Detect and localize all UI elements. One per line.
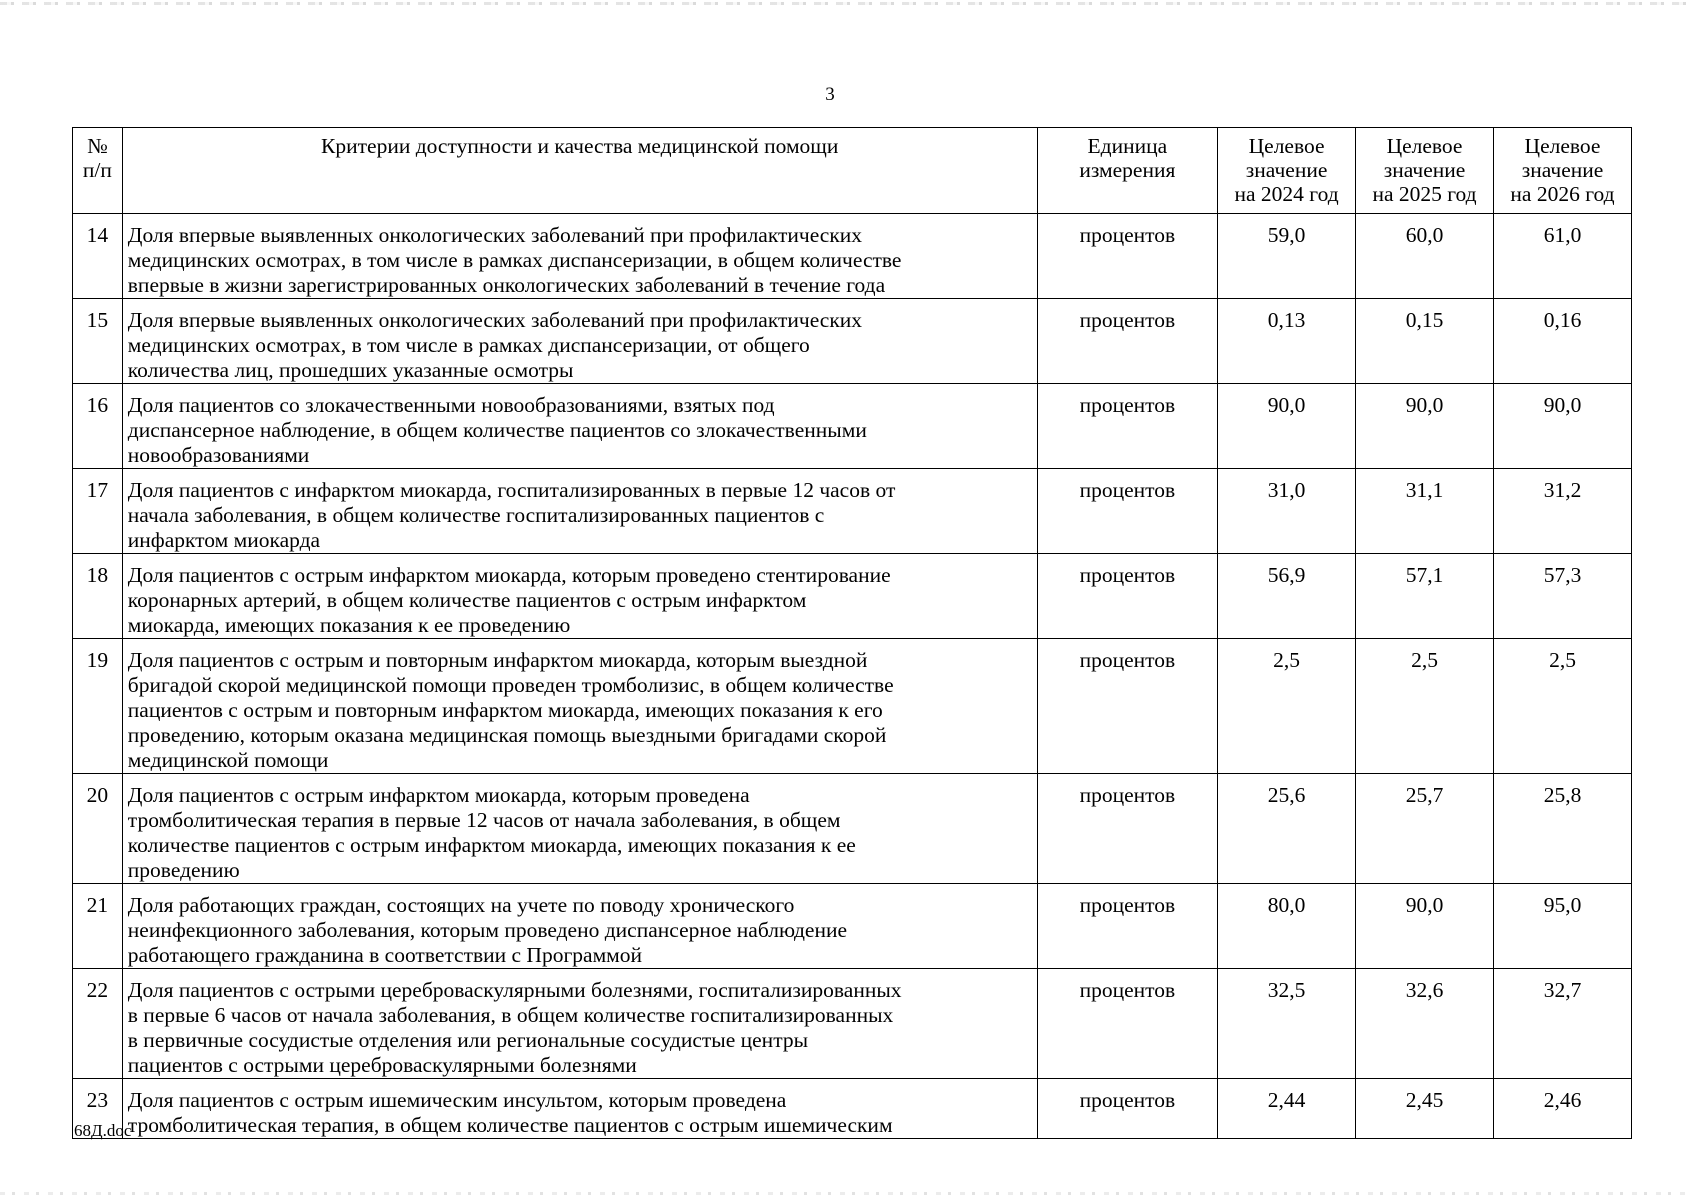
row-criteria [122, 639, 1037, 774]
row-target-2024 [1218, 884, 1356, 969]
row-criteria [122, 384, 1037, 469]
row-criteria-text [128, 217, 1032, 298]
header-num-line: п/п [82, 158, 112, 182]
table-row [73, 639, 1632, 774]
row-target-2026 [1494, 639, 1632, 774]
header-line: Целевое [1524, 134, 1601, 158]
row-target-2025 [1356, 469, 1494, 554]
header-line: на 2024 год [1234, 182, 1339, 206]
row-target-2024 [1218, 469, 1356, 554]
row-target-2026 [1494, 299, 1632, 384]
row-target-2025 [1356, 554, 1494, 639]
row-criteria-text [128, 642, 1032, 773]
row-target-2024-text: 2,5 [1273, 648, 1301, 672]
row-target-2026 [1494, 1079, 1632, 1139]
table-body [73, 214, 1632, 1139]
row-unit [1037, 884, 1217, 969]
row-target-2025 [1356, 214, 1494, 299]
row-target-2024-text: 59,0 [1267, 223, 1306, 247]
row-target-2024-text: 56,9 [1267, 563, 1306, 587]
row-target-2025 [1356, 774, 1494, 884]
row-criteria-text [128, 1082, 1032, 1138]
row-target-2025 [1356, 884, 1494, 969]
criteria-line: количества лиц, прошедших указанные осмотры [127, 358, 574, 382]
table-row [73, 969, 1632, 1079]
table-row [73, 214, 1632, 299]
row-criteria [122, 214, 1037, 299]
row-criteria [122, 469, 1037, 554]
row-target-2025-text: 90,0 [1405, 393, 1444, 417]
row-target-2025-text: 2,5 [1411, 648, 1438, 672]
table-row [73, 469, 1632, 554]
row-target-2026 [1494, 384, 1632, 469]
criteria-line: в первичные сосудистые отделения или региональные сосудистые центры [127, 1028, 809, 1052]
criteria-line: Доля пациентов с острым и повторным инфарктом миокарда, которым выездной [127, 648, 868, 672]
row-unit [1037, 774, 1217, 884]
row-criteria-text [128, 777, 1032, 883]
criteria-line: неинфекционного заболевания, которым проведено диспансерное наблюдение [127, 918, 847, 942]
row-target-2026 [1494, 214, 1632, 299]
criteria-line: пациентов с острыми цереброваскулярными болезнями [127, 1053, 637, 1077]
row-target-2026-text: 2,46 [1543, 1088, 1582, 1112]
row-target-2026-text: 0,16 [1543, 308, 1582, 332]
row-target-2026-text: 90,0 [1543, 393, 1582, 417]
scan-edge-top [0, 2, 1686, 5]
row-number [73, 639, 123, 774]
row-target-2025-text: 57,1 [1405, 563, 1444, 587]
table-row [73, 774, 1632, 884]
row-target-2026 [1494, 554, 1632, 639]
criteria-line: в первые 6 часов от начала заболевания, в общем количестве госпитализированных [127, 1003, 894, 1027]
row-target-2024 [1218, 774, 1356, 884]
row-number-text: 17 [86, 478, 109, 502]
row-target-2025 [1356, 384, 1494, 469]
row-unit-text: процентов [1079, 978, 1176, 1002]
row-target-2025-text: 90,0 [1405, 893, 1444, 917]
row-target-2024-text: 2,44 [1267, 1088, 1306, 1112]
criteria-line: работающего гражданина в соответствии с Программой [127, 943, 643, 967]
row-number-text: 23 [86, 1088, 109, 1112]
row-unit [1037, 969, 1217, 1079]
header-criteria: Критерии доступности и качества медицинской помощи [122, 128, 1037, 214]
criteria-line: Доля впервые выявленных онкологических заболеваний при профилактических [127, 223, 863, 247]
criteria-table [72, 127, 1632, 1139]
row-target-2026-text: 2,5 [1549, 648, 1576, 672]
criteria-line: количестве пациентов с острым инфарктом миокарда, имеющих показания к ее [127, 833, 856, 857]
row-number [73, 884, 123, 969]
row-criteria [122, 774, 1037, 884]
row-number-text: 20 [86, 783, 109, 807]
row-number [73, 774, 123, 884]
footer-filename: 68Д.doc [74, 1121, 132, 1140]
row-unit-text: процентов [1079, 648, 1176, 672]
row-number-text: 14 [86, 223, 109, 247]
header-line: Целевое [1248, 134, 1325, 158]
row-criteria [122, 554, 1037, 639]
criteria-line: проведению, которым оказана медицинская помощь выездными бригадами скорой [127, 723, 887, 747]
criteria-line: проведению [127, 858, 240, 882]
row-target-2025 [1356, 969, 1494, 1079]
row-target-2024 [1218, 554, 1356, 639]
row-target-2026-text: 57,3 [1543, 563, 1582, 587]
criteria-line: Доля пациентов с острым инфарктом миокарда, которым проведено стентирование [127, 563, 891, 587]
row-number [73, 299, 123, 384]
row-criteria-text [128, 557, 1032, 638]
row-target-2025-text: 0,15 [1405, 308, 1444, 332]
header-line: на 2025 год [1372, 182, 1477, 206]
table-row [73, 299, 1632, 384]
criteria-line: Доля пациентов с острыми цереброваскулярными болезнями, госпитализированных [127, 978, 902, 1002]
row-number [73, 214, 123, 299]
row-unit [1037, 469, 1217, 554]
row-unit-text: процентов [1079, 563, 1176, 587]
row-unit-text: процентов [1079, 893, 1176, 917]
criteria-line: новообразованиями [127, 443, 310, 467]
criteria-line: пациентов с острым и повторным инфарктом миокарда, имеющих показания к его [127, 698, 883, 722]
row-target-2025-text: 25,7 [1405, 783, 1444, 807]
criteria-line: тромболитическая терапия, в общем количестве пациентов с острым ишемическим [127, 1113, 893, 1137]
row-target-2026 [1494, 884, 1632, 969]
row-number-text: 15 [86, 308, 109, 332]
row-target-2024 [1218, 1079, 1356, 1139]
row-number-text: 18 [86, 563, 109, 587]
page-number: 3 [825, 84, 835, 105]
row-criteria [122, 299, 1037, 384]
criteria-line: миокарда, имеющих показания к ее проведению [127, 613, 571, 637]
criteria-line: Доля пациентов с острым ишемическим инсультом, которым проведена [127, 1088, 787, 1112]
row-target-2026-text: 25,8 [1543, 783, 1582, 807]
header-line: значение [1383, 158, 1466, 182]
row-criteria-text [128, 972, 1032, 1078]
row-target-2024 [1218, 214, 1356, 299]
header-unit [1037, 128, 1217, 214]
header-row [73, 128, 1632, 214]
row-unit-text: процентов [1079, 223, 1176, 247]
header-line: Целевое [1386, 134, 1463, 158]
row-criteria-text [128, 302, 1032, 383]
header-unit-line: Единица [1087, 134, 1168, 158]
row-target-2026-text: 31,2 [1543, 478, 1582, 502]
row-unit [1037, 214, 1217, 299]
table-row [73, 1079, 1632, 1139]
criteria-line: начала заболевания, в общем количестве госпитализированных пациентов с [127, 503, 825, 527]
row-target-2026 [1494, 969, 1632, 1079]
row-target-2024-text: 90,0 [1267, 393, 1306, 417]
row-number-text: 22 [86, 978, 109, 1002]
row-target-2026-text: 61,0 [1543, 223, 1582, 247]
header-target-2026 [1494, 128, 1632, 214]
row-criteria-text [128, 387, 1032, 468]
row-unit-text: процентов [1079, 783, 1176, 807]
criteria-line: инфарктом миокарда [127, 528, 321, 552]
criteria-line: тромболитическая терапия в первые 12 часов от начала заболевания, в общем [127, 808, 841, 832]
header-line: значение [1245, 158, 1328, 182]
row-number-text: 19 [86, 648, 109, 672]
row-number-text: 16 [86, 393, 109, 417]
row-target-2025-text: 31,1 [1405, 478, 1444, 502]
row-target-2024-text: 0,13 [1267, 308, 1306, 332]
row-target-2024 [1218, 384, 1356, 469]
row-target-2025 [1356, 299, 1494, 384]
criteria-line: Доля работающих граждан, состоящих на учете по поводу хронического [127, 893, 795, 917]
criteria-line: диспансерное наблюдение, в общем количестве пациентов со злокачественными [127, 418, 867, 442]
row-number-text: 21 [86, 893, 109, 917]
row-criteria [122, 884, 1037, 969]
row-unit [1037, 1079, 1217, 1139]
row-target-2025 [1356, 639, 1494, 774]
row-unit-text: процентов [1079, 478, 1176, 502]
row-criteria-text [128, 472, 1032, 553]
row-number [73, 384, 123, 469]
table-row [73, 884, 1632, 969]
criteria-line: Доля пациентов со злокачественными новообразованиями, взятых под [127, 393, 775, 417]
header-num [73, 128, 123, 214]
table-row [73, 554, 1632, 639]
row-unit [1037, 554, 1217, 639]
criteria-line: Доля пациентов с острым инфарктом миокарда, которым проведена [127, 783, 750, 807]
header-line: на 2026 год [1510, 182, 1615, 206]
row-unit-text: процентов [1079, 1088, 1176, 1112]
row-target-2026 [1494, 774, 1632, 884]
header-line: значение [1521, 158, 1604, 182]
row-target-2025-text: 2,45 [1405, 1088, 1444, 1112]
row-number [73, 554, 123, 639]
header-num-line: № [87, 134, 108, 158]
header-target-2024 [1218, 128, 1356, 214]
row-target-2024 [1218, 299, 1356, 384]
row-number [73, 969, 123, 1079]
row-target-2025-text: 60,0 [1405, 223, 1444, 247]
row-unit [1037, 384, 1217, 469]
criteria-line: медицинских осмотрах, в том числе в рамках диспансеризации, от общего [127, 333, 810, 357]
row-target-2026-text: 95,0 [1543, 893, 1582, 917]
row-target-2025 [1356, 1079, 1494, 1139]
row-target-2024 [1218, 639, 1356, 774]
criteria-line: впервые в жизни зарегистрированных онкологических заболеваний в течение года [127, 273, 886, 297]
header-target-2025 [1356, 128, 1494, 214]
row-target-2024-text: 32,5 [1267, 978, 1306, 1002]
criteria-line: бригадой скорой медицинской помощи проведен тромболизис, в общем количестве [127, 673, 894, 697]
row-target-2026-text: 32,7 [1543, 978, 1582, 1002]
row-target-2024-text: 31,0 [1267, 478, 1306, 502]
row-criteria [122, 1079, 1037, 1139]
scan-edge-bottom [0, 1192, 1686, 1195]
criteria-line: коронарных артерий, в общем количестве пациентов с острым инфарктом [127, 588, 807, 612]
row-criteria [122, 969, 1037, 1079]
row-unit [1037, 639, 1217, 774]
row-number [73, 469, 123, 554]
criteria-line: медицинских осмотрах, в том числе в рамках диспансеризации, в общем количестве [127, 248, 902, 272]
row-target-2024-text: 25,6 [1267, 783, 1306, 807]
criteria-line: Доля впервые выявленных онкологических заболеваний при профилактических [127, 308, 863, 332]
criteria-line: медицинской помощи [127, 748, 329, 772]
row-criteria-text [128, 887, 1032, 968]
row-target-2026 [1494, 469, 1632, 554]
row-target-2024 [1218, 969, 1356, 1079]
criteria-line: Доля пациентов с инфарктом миокарда, госпитализированных в первые 12 часов от [127, 478, 896, 502]
row-unit-text: процентов [1079, 308, 1176, 332]
row-target-2025-text: 32,6 [1405, 978, 1444, 1002]
row-unit [1037, 299, 1217, 384]
header-unit-line: измерения [1079, 158, 1176, 182]
row-target-2024-text: 80,0 [1267, 893, 1306, 917]
row-unit-text: процентов [1079, 393, 1176, 417]
table-row [73, 384, 1632, 469]
